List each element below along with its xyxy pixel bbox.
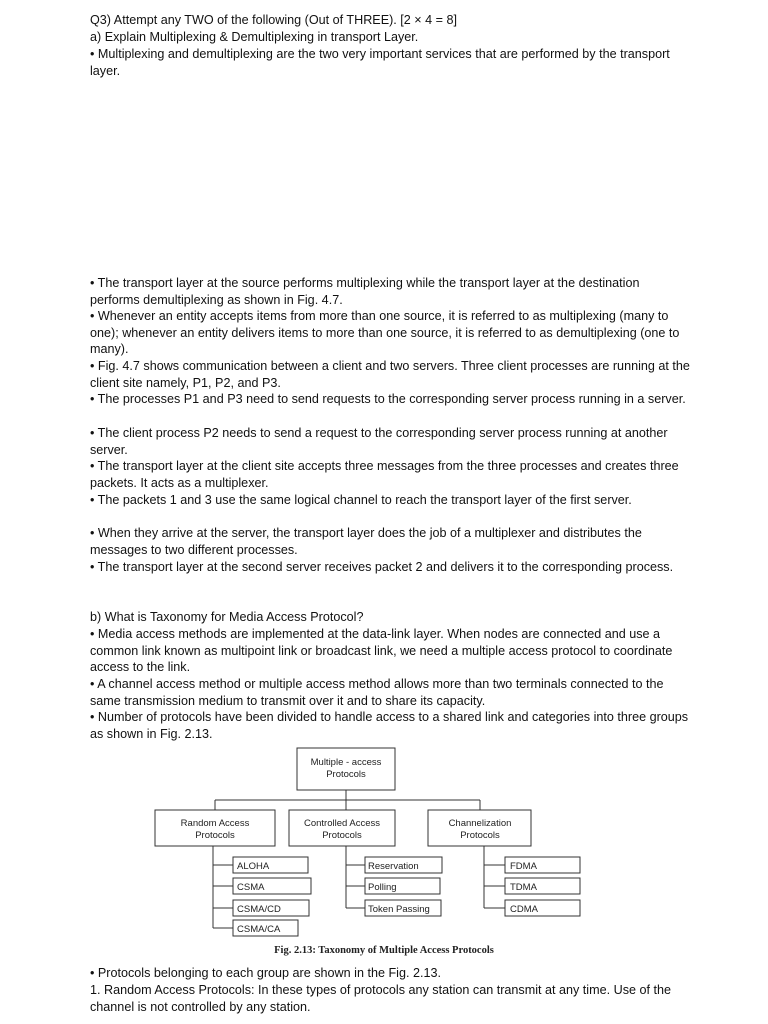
root-label-line2: Protocols xyxy=(326,769,366,780)
part-a-bullet-3: • Fig. 4.7 shows communication between a client and two servers. Three client processes are running at the client site namely, P1, P2, and P3. xyxy=(90,359,690,390)
leaf-tdma: TDMA xyxy=(510,882,537,893)
part-a-title: a) Explain Multiplexing & Demultiplexing in transport Layer. xyxy=(90,30,419,44)
leaf-polling: Polling xyxy=(368,882,397,893)
part-a-bullet-5: • The client process P2 needs to send a request to the corresponding server process running at another server. xyxy=(90,426,668,457)
footer-item-1: 1. Random Access Protocols: In these types of protocols any station can transmit at any time. Use of the channel is not controlled by any station. xyxy=(90,983,671,1014)
leaf-aloha: ALOHA xyxy=(237,861,270,872)
part-a-intro: • Multiplexing and demultiplexing are the two very important services that are performed by the transport layer. xyxy=(90,47,670,78)
footer-bullet: • Protocols belonging to each group are shown in the Fig. 2.13. xyxy=(90,966,441,980)
part-a-bullet-4: • The processes P1 and P3 need to send requests to the corresponding server process running in a server. xyxy=(90,392,686,406)
leaf-csmacd: CSMA/CD xyxy=(237,904,281,915)
part-a-bullet-1: • The transport layer at the source performs multiplexing while the transport layer at the destination performs demultiplexing as shown in Fig. 4.7. xyxy=(90,276,640,307)
part-a-bullet-7: • The packets 1 and 3 use the same logical channel to reach the transport layer of the first server. xyxy=(90,493,632,507)
part-a-bullet-9: • The transport layer at the second server receives packet 2 and delivers it to the corresponding process. xyxy=(90,560,674,574)
part-a-bullet-2: • Whenever an entity accepts items from more than one source, it is referred to as multiplexing (many to one); whenever an entity delivers items to more than one source, it is referred to as demultiplexing (one to many). xyxy=(90,309,680,357)
leaf-csma: CSMA xyxy=(237,882,265,893)
random-label-line2: Protocols xyxy=(195,830,235,841)
channel-label-line1: Channelization xyxy=(448,818,512,829)
part-b-title: b) What is Taxonomy for Media Access Protocol? xyxy=(90,610,364,624)
leaf-token-passing: Token Passing xyxy=(368,904,430,915)
leaf-csmaca: CSMA/CA xyxy=(237,924,281,935)
figure-caption: Fig. 2.13: Taxonomy of Multiple Access Protocols xyxy=(274,945,494,956)
part-b-bullet-3: • Number of protocols have been divided to handle access to a shared link and categories into three groups as shown in Fig. 2.13. xyxy=(90,710,689,741)
part-b-bullet-2: • A channel access method or multiple access method allows more than two terminals connected to the same transmission medium to transmit over it and to share its capacity. xyxy=(90,677,664,708)
leaf-fdma: FDMA xyxy=(510,861,537,872)
controlled-label-line1: Controlled Access xyxy=(303,818,381,829)
leaf-reservation: Reservation xyxy=(368,861,419,872)
controlled-label-line2: Protocols xyxy=(322,830,362,841)
leaf-cdma: CDMA xyxy=(510,904,538,915)
part-b-bullet-1: • Media access methods are implemented at the data-link layer. When nodes are connected and use a common link known as multipoint link or broadcast link, we need a multiple access protocol to coordinate access to the link. xyxy=(90,627,673,675)
root-label-line1: Multiple - access xyxy=(310,757,382,768)
part-a-bullet-6: • The transport layer at the client site accepts three messages from the three processes and creates three packets. It acts as a multiplexer. xyxy=(90,459,679,490)
question-heading: Q3) Attempt any TWO of the following (Out of THREE). [2 × 4 = 8] xyxy=(90,13,458,27)
channel-label-line2: Protocols xyxy=(460,830,500,841)
part-a-bullet-8: • When they arrive at the server, the transport layer does the job of a multiplexer and distributes the messages to two different processes. xyxy=(90,526,642,557)
random-label-line1: Random Access xyxy=(180,818,250,829)
